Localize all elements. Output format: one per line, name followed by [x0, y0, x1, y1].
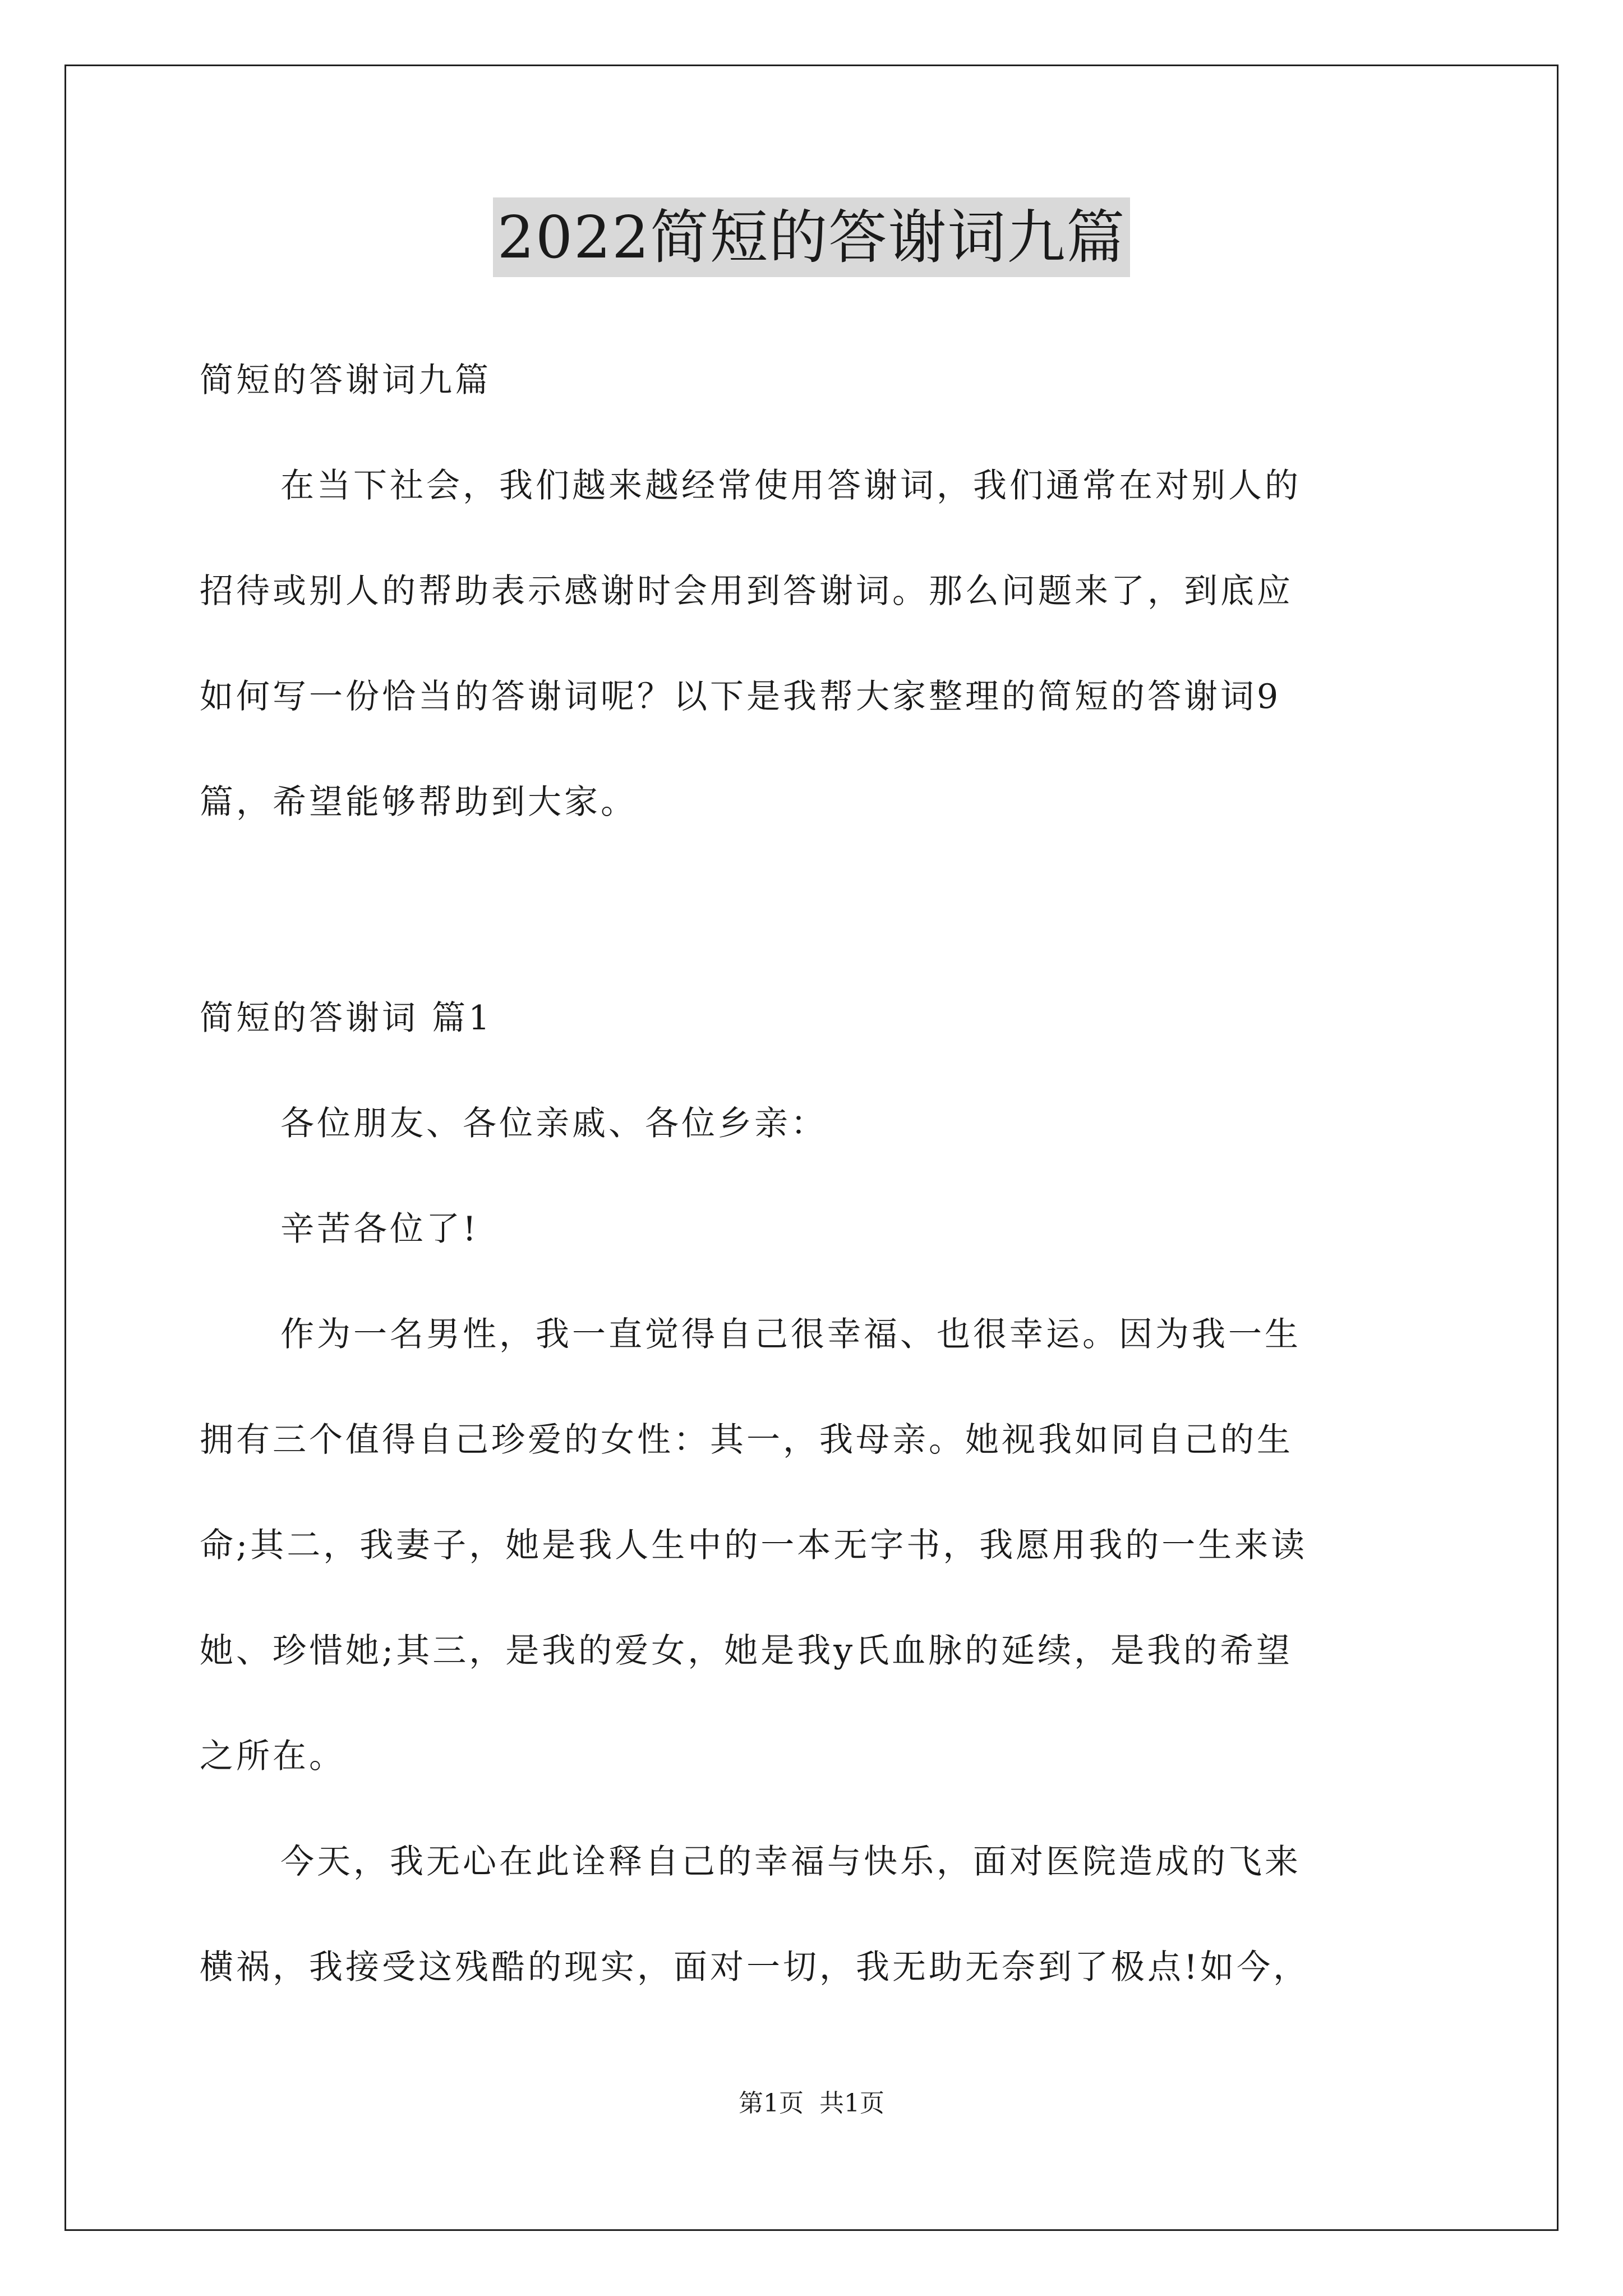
para1-line-1: 作为一名男性，我一直觉得自己很幸福、也很幸运。因为我一生	[280, 1315, 1301, 1354]
intro-line-4: 篇，希望能够帮助到大家。	[200, 783, 637, 822]
greeting-line: 各位朋友、各位亲戚、各位乡亲：	[280, 1104, 827, 1143]
page-footer	[0, 2087, 1623, 2120]
title-container	[0, 197, 1623, 277]
page-number: 第1页	[739, 2089, 804, 2118]
thanks-line: 辛苦各位了!	[280, 1209, 479, 1249]
para1-line-3: 命;其二，我妻子，她是我人生中的一本无字书，我愿用我的一生来读	[200, 1526, 1308, 1565]
section-heading: 简短的答谢词 篇1	[200, 999, 493, 1038]
para1-line-4: 她、珍惜她;其三，是我的爱女，她是我y氏血脉的延续，是我的希望	[200, 1631, 1293, 1671]
page-total: 共1页	[819, 2089, 884, 2118]
intro-line-3: 如何写一份恰当的答谢词呢？以下是我帮大家整理的简短的答谢词9	[200, 677, 1281, 716]
para1-line-5: 之所在。	[200, 1737, 345, 1776]
para2-line-1: 今天，我无心在此诠释自己的幸福与快乐，面对医院造成的飞来	[280, 1842, 1301, 1881]
para2-line-2: 横祸，我接受这残酷的现实，面对一切，我无助无奈到了极点!如今，	[200, 1948, 1310, 1987]
para1-line-2: 拥有三个值得自己珍爱的女性：其一，我母亲。她视我如同自己的生	[200, 1420, 1293, 1460]
intro-line-2: 招待或别人的帮助表示感谢时会用到答谢词。那么问题来了，到底应	[200, 572, 1293, 611]
document-subtitle: 简短的答谢词九篇	[200, 361, 491, 400]
intro-line-1: 在当下社会，我们越来越经常使用答谢词，我们通常在对别人的	[280, 466, 1301, 505]
document-title: 2022简短的答谢词九篇	[493, 197, 1131, 277]
